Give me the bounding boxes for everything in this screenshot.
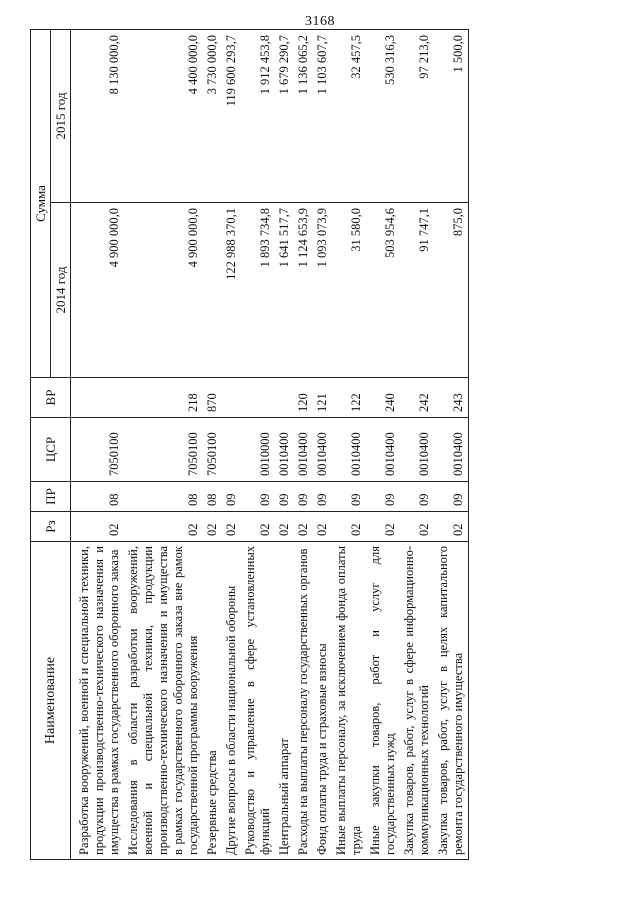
row-sum-2015: 1 500,0 [434,30,469,203]
row-pr: 08 [203,482,222,512]
row-rz: 02 [294,512,313,542]
header-sum: Сумма [31,30,51,378]
row-vr [222,378,241,418]
row-rz: 02 [203,512,222,542]
row-name: Исследования в области разработки вооружений, военной и специальной техники, продукции производственно-технического назначения и имущества в рамках государственного оборонного заказа вне рамок государственной программы вооружения [124,542,203,860]
table-row [313,30,332,860]
row-sum-2015: 8 130 000,0 [75,30,124,203]
row-pr: 09 [222,482,241,512]
row-sum-2015: 32 457,5 [332,30,366,203]
row-vr: 122 [332,378,366,418]
row-sum-2015: 3 730 000,0 [203,30,222,203]
row-sum-2015: 1 136 065,2 [294,30,313,203]
table-row [203,30,222,860]
table-row [241,30,275,860]
row-sum-2015: 1 912 453,8 [241,30,275,203]
row-vr [275,378,294,418]
row-pr: 08 [124,482,203,512]
row-sum-2014: 503 954,6 [366,203,400,378]
row-sum-2015: 97 213,0 [400,30,434,203]
row-sum-2014: 31 580,0 [332,203,366,378]
row-sum-2014 [203,203,222,378]
row-sum-2014: 875,0 [434,203,469,378]
row-csr: 0010400 [313,418,332,482]
row-rz: 02 [75,512,124,542]
row-name: Иные выплаты персоналу, за исключением фонда оплаты труда [332,542,366,860]
header-rz: Рз [31,512,71,542]
table-row [400,30,434,860]
row-sum-2014: 1 641 517,7 [275,203,294,378]
table-row [294,30,313,860]
row-rz: 02 [275,512,294,542]
row-vr: 242 [400,378,434,418]
row-name: Закупка товаров, работ, услуг в целях капитального ремонта государственного имущества [434,542,469,860]
row-vr: 240 [366,378,400,418]
row-sum-2014: 122 988 370,1 [222,203,241,378]
row-csr: 0010400 [332,418,366,482]
row-rz: 02 [332,512,366,542]
row-rz: 02 [366,512,400,542]
table-header [31,30,71,860]
row-pr: 09 [275,482,294,512]
row-pr: 08 [75,482,124,512]
row-sum-2014: 91 747,1 [400,203,434,378]
table-row [366,30,400,860]
row-rz: 02 [400,512,434,542]
row-csr: 7050100 [75,418,124,482]
row-csr: 0010400 [400,418,434,482]
table-row [124,30,203,860]
row-rz: 02 [434,512,469,542]
table-row [332,30,366,860]
row-vr: 218 [124,378,203,418]
row-name: Закупка товаров, работ, услуг в сфере информационно-коммуникационных технологий [400,542,434,860]
row-vr: 243 [434,378,469,418]
header-name: Наименование [31,542,71,860]
row-pr: 09 [434,482,469,512]
row-csr: 0010000 [241,418,275,482]
row-csr: 0010400 [434,418,469,482]
row-pr: 09 [294,482,313,512]
table-row [222,30,241,860]
header-csr: ЦСР [31,418,71,482]
row-rz: 02 [241,512,275,542]
row-name: Руководство и управление в сфере установленных функций [241,542,275,860]
row-name: Центральный аппарат [275,542,294,860]
row-rz: 02 [313,512,332,542]
row-name: Резервные средства [203,542,222,860]
row-vr: 120 [294,378,313,418]
row-sum-2015: 4 400 000,0 [124,30,203,203]
row-rz: 02 [124,512,203,542]
row-name: Иные закупки товаров, работ и услуг для государственных нужд [366,542,400,860]
table-body [71,30,469,860]
row-sum-2014: 1 093 073,9 [313,203,332,378]
row-name: Разработка вооружений, военной и специальной техники, продукции производственно-технического назначения и имущества в рамках государственного оборонного заказа [75,542,124,860]
header-vr: ВР [31,378,71,418]
budget-table [30,29,469,860]
row-pr: 09 [332,482,366,512]
row-rz: 02 [222,512,241,542]
row-sum-2014: 1 124 653,9 [294,203,313,378]
row-sum-2014: 4 900 000,0 [75,203,124,378]
row-csr: 7050100 [203,418,222,482]
row-name: Фонд оплаты труда и страховые взносы [313,542,332,860]
row-name: Расходы на выплаты персоналу государственных органов [294,542,313,860]
header-year-2014: 2014 год [51,203,71,378]
row-sum-2015: 119 600 293,7 [222,30,241,203]
row-csr [222,418,241,482]
row-pr: 09 [241,482,275,512]
rotated-budget-page [30,30,610,860]
table-row [275,30,294,860]
row-vr: 121 [313,378,332,418]
row-vr [75,378,124,418]
table-row [75,30,124,860]
row-csr: 7050100 [124,418,203,482]
table-row [434,30,469,860]
header-pr: ПР [31,482,71,512]
row-csr: 0010400 [275,418,294,482]
row-vr: 870 [203,378,222,418]
row-pr: 09 [366,482,400,512]
row-sum-2015: 530 316,3 [366,30,400,203]
row-name: Другие вопросы в области национальной обороны [222,542,241,860]
row-pr: 09 [400,482,434,512]
row-sum-2014: 1 893 734,8 [241,203,275,378]
row-pr: 09 [313,482,332,512]
header-year-2015: 2015 год [51,30,71,203]
row-csr: 0010400 [366,418,400,482]
page-number: 3168 [305,14,335,29]
row-sum-2015: 1 679 290,7 [275,30,294,203]
row-sum-2015: 1 103 607,7 [313,30,332,203]
row-sum-2014: 4 900 000,0 [124,203,203,378]
row-csr: 0010400 [294,418,313,482]
row-vr [241,378,275,418]
